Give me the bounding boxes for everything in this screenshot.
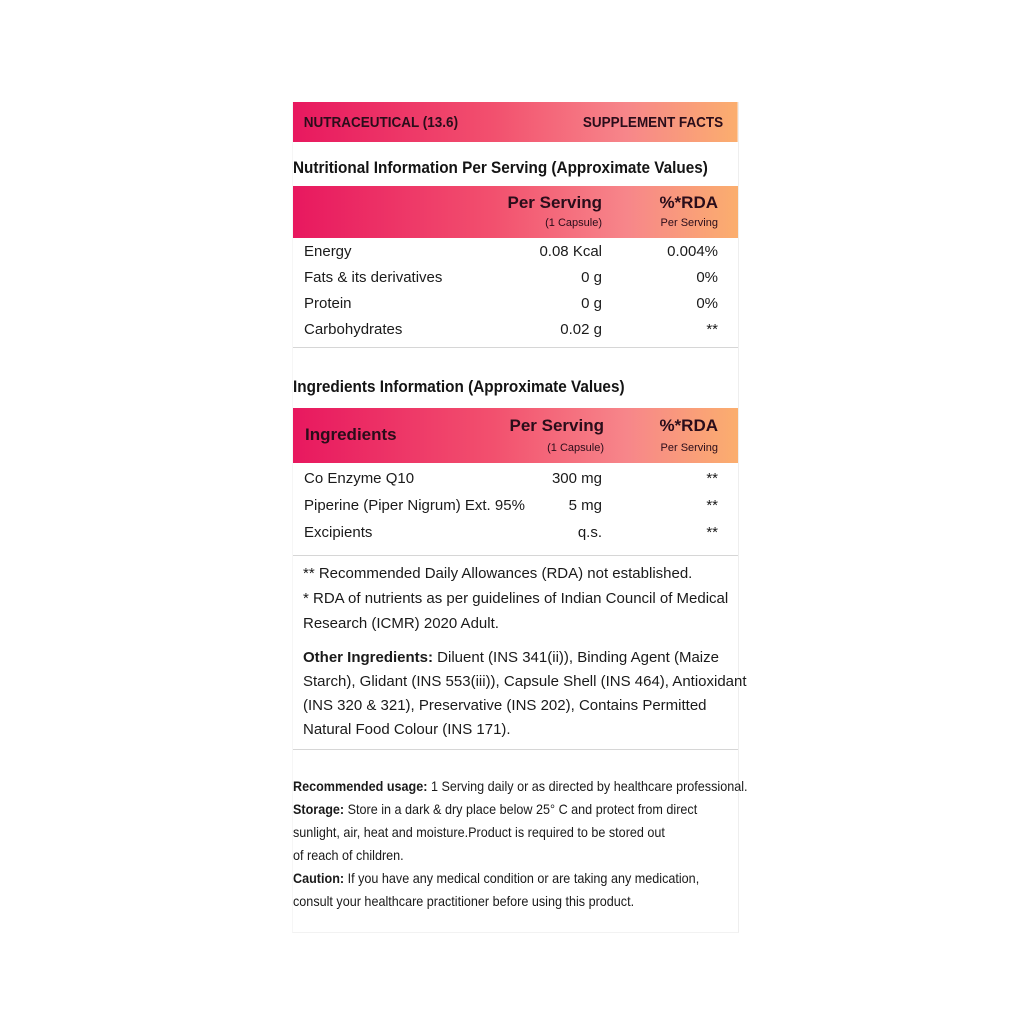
- ingredients-table-body: [293, 463, 738, 556]
- icmr-note-line-2: Research (ICMR) 2020 Adult.: [303, 615, 499, 632]
- ingredient-rda: **: [706, 470, 718, 487]
- nutrient-serving: 0 g: [581, 269, 602, 286]
- ingredient-serving: 5 mg: [568, 497, 602, 514]
- caution-line-2: consult your healthcare practitioner before using this product.: [293, 893, 635, 909]
- other-ingredients-line-3: (INS 320 & 321), Preservative (INS 202), Contains Permitted: [303, 697, 707, 714]
- ingredients-header: Ingredients: [305, 425, 397, 444]
- other-ingredients-label: Other Ingredients:: [303, 649, 434, 666]
- rda-note: ** Recommended Daily Allowances (RDA) not established.: [303, 565, 693, 582]
- icmr-note-line-1: * RDA of nutrients as per guidelines of Indian Council of Medical: [303, 590, 729, 607]
- per-serving-subheader: (1 Capsule): [547, 442, 604, 454]
- ingredient-name: Co Enzyme Q10: [304, 470, 415, 487]
- ingredient-name: Piperine (Piper Nigrum) Ext. 95%: [304, 497, 525, 514]
- rda-subheader: Per Serving: [660, 442, 718, 454]
- usage-line: Recommended usage: 1 Serving daily or as directed by healthcare professional.: [293, 778, 748, 794]
- per-serving-subheader: (1 Capsule): [545, 217, 602, 229]
- rda-header: %*RDA: [659, 193, 718, 212]
- rda-subheader: Per Serving: [660, 217, 718, 229]
- other-ingredients-line-1: Other Ingredients: Diluent (INS 341(ii)), Binding Agent (Maize: [303, 649, 719, 666]
- nutrient-serving: 0 g: [581, 295, 602, 312]
- nutrition-table-header: [293, 186, 738, 238]
- storage-line-1: Storage: Store in a dark & dry place below 25° C and protect from direct: [293, 801, 698, 817]
- table-row: [293, 524, 738, 550]
- nutrient-rda: 0%: [696, 295, 718, 312]
- ingredients-table-header: [293, 408, 738, 463]
- supplement-facts-label: [292, 102, 748, 933]
- storage-line-3: of reach of children.: [293, 847, 404, 863]
- per-serving-header: Per Serving: [507, 193, 602, 212]
- nutrition-section-title: Nutritional Information Per Serving (Approximate Values): [293, 158, 708, 177]
- header-banner: [293, 102, 738, 142]
- storage-label: Storage:: [293, 801, 345, 817]
- per-serving-header: Per Serving: [509, 416, 604, 435]
- ingredient-rda: **: [706, 524, 718, 541]
- other-ingredients-line-4: Natural Food Colour (INS 171).: [303, 721, 511, 738]
- ingredient-serving: q.s.: [577, 524, 602, 541]
- nutrient-name: Fats & its derivatives: [304, 269, 443, 286]
- nutrient-rda: 0%: [696, 269, 718, 286]
- table-row: [293, 497, 738, 523]
- nutrient-rda: 0.004%: [667, 243, 718, 260]
- notes-block: [293, 555, 747, 750]
- ingredient-serving: 300 mg: [551, 470, 602, 487]
- table-row: [293, 243, 738, 269]
- nutrient-name: Energy: [304, 243, 352, 260]
- nutrient-serving: 0.02 g: [560, 321, 602, 338]
- caution-label: Caution:: [293, 870, 345, 886]
- table-row: [293, 295, 738, 321]
- nutrient-name: Protein: [304, 295, 352, 312]
- ingredient-rda: **: [706, 497, 718, 514]
- nutrient-serving: 0.08 Kcal: [539, 243, 602, 260]
- nutrient-name: Carbohydrates: [304, 321, 403, 338]
- ingredients-section-title: Ingredients Information (Approximate Values): [293, 377, 625, 396]
- product-category: NUTRACEUTICAL (13.6): [303, 113, 459, 131]
- other-ingredients-line-2: Starch), Glidant (INS 553(iii)), Capsule Shell (INS 464), Antioxidant: [303, 673, 747, 690]
- ingredient-name: Excipients: [304, 524, 373, 541]
- table-row: [293, 470, 738, 496]
- nutrient-rda: **: [706, 321, 718, 338]
- supplement-facts-heading: SUPPLEMENT FACTS: [582, 113, 724, 131]
- caution-line-1: Caution: If you have any medical condition or are taking any medication,: [293, 870, 700, 886]
- nutrition-table-body: [293, 238, 738, 348]
- rda-header: %*RDA: [659, 416, 718, 435]
- table-row: [293, 321, 738, 347]
- usage-label: Recommended usage:: [293, 778, 428, 794]
- table-row: [293, 269, 738, 295]
- storage-line-2: sunlight, air, heat and moisture.Product is required to be stored out: [293, 824, 665, 840]
